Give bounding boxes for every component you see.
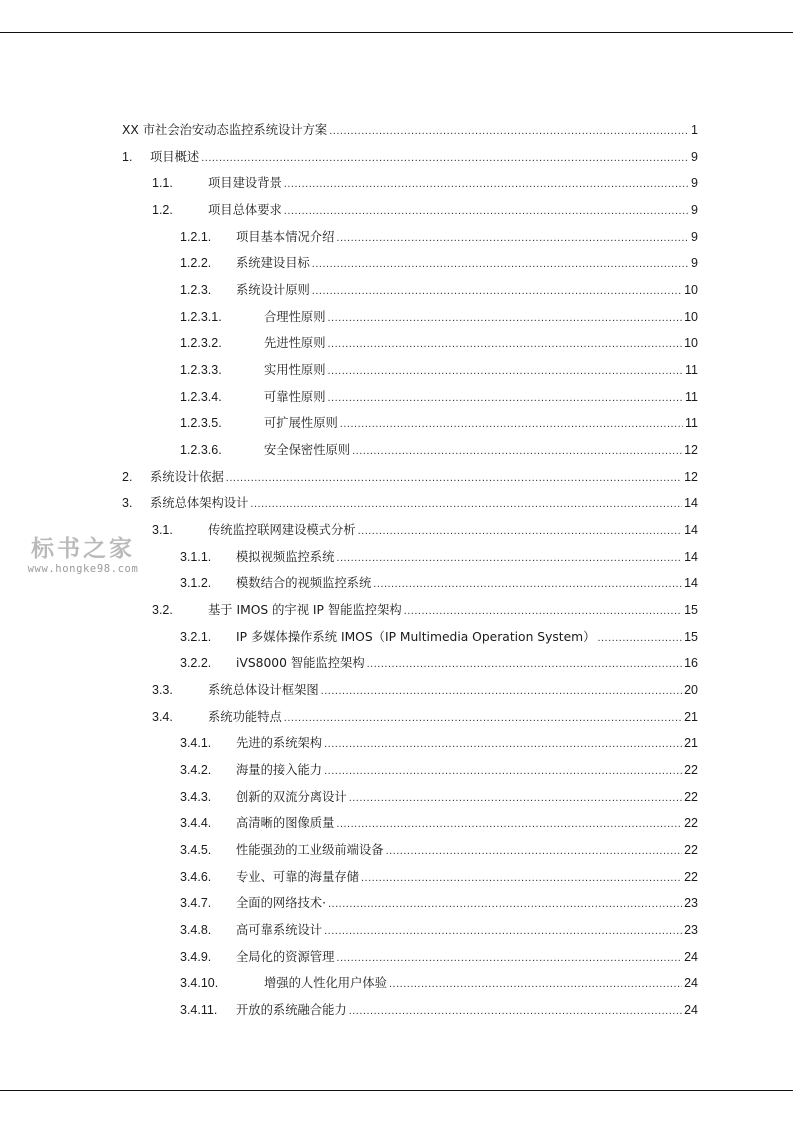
toc-dot-leader — [324, 733, 682, 755]
toc-dot-leader — [324, 760, 682, 782]
toc-entry[interactable] — [180, 999, 698, 1021]
toc-entry-title: 系统总体设计框架图 — [208, 683, 319, 698]
toc-entry-number: 1.2.3. — [180, 283, 212, 298]
toc-dot-leader — [250, 493, 682, 515]
toc-entry-number: 1. — [122, 149, 133, 164]
toc-entry-page: 9 — [691, 256, 698, 271]
toc-entry[interactable] — [180, 919, 698, 941]
toc-entry[interactable] — [152, 172, 698, 194]
toc-entry[interactable] — [122, 146, 698, 168]
toc-dot-leader — [336, 813, 682, 835]
toc-entry-number: 1.1. — [152, 176, 173, 191]
toc-dot-leader — [329, 120, 689, 142]
toc-entry-page: 22 — [684, 789, 698, 804]
header-rule — [0, 32, 793, 33]
toc-entry-page: 22 — [684, 816, 698, 831]
toc-entry-title: 安全保密性原则 — [264, 443, 351, 458]
toc-entry[interactable] — [180, 412, 698, 434]
toc-entry[interactable] — [180, 439, 698, 461]
toc-entry-title: 高清晰的图像质量 — [236, 816, 335, 831]
watermark-url: www.hongke98.com — [27, 563, 139, 575]
toc-entry-title: 系统设计原则 — [236, 283, 310, 298]
watermark-logo — [8, 536, 158, 576]
toc-entry[interactable] — [180, 226, 698, 248]
toc-dot-leader — [358, 520, 683, 542]
toc-entry[interactable] — [180, 866, 698, 888]
toc-entry-title: 海量的接入能力 — [236, 763, 323, 778]
toc-entry-title: 创新的双流分离设计 — [236, 789, 347, 804]
toc-entry-page: 14 — [684, 496, 698, 511]
toc-entry-number: 1.2.1. — [180, 229, 212, 244]
toc-entry-page: 11 — [685, 363, 698, 378]
toc-dot-leader — [373, 573, 682, 595]
toc-entry[interactable] — [180, 546, 698, 568]
toc-entry-page: 23 — [684, 896, 698, 911]
toc-entry-page: 15 — [684, 603, 698, 618]
toc-entry[interactable] — [180, 652, 698, 674]
toc-entry-number: 3.4.8. — [180, 923, 212, 938]
toc-entry-page: 9 — [691, 176, 698, 191]
toc-entry[interactable] — [180, 626, 698, 648]
toc-entry-number: 3.4.10. — [180, 976, 219, 991]
toc-dot-leader — [352, 440, 682, 462]
toc-entry-number: 3. — [122, 496, 133, 511]
toc-entry-number: 3.4.2. — [180, 763, 212, 778]
toc-entry-number: 1.2.3.5. — [180, 416, 222, 431]
toc-entry[interactable] — [180, 786, 698, 808]
toc-dot-leader — [367, 653, 682, 675]
toc-entry-page: 15 — [684, 629, 698, 644]
toc-entry[interactable] — [180, 839, 698, 861]
toc-entry[interactable] — [152, 706, 698, 728]
toc-entry-page: 1 — [691, 123, 698, 137]
toc-entry-title: 先进性原则 — [264, 336, 326, 351]
toc-entry-number: 1.2.2. — [180, 256, 212, 271]
toc-entry-title: 模数结合的视频监控系统 — [236, 576, 372, 591]
toc-entry-number: 3.4.3. — [180, 789, 212, 804]
toc-dot-leader — [201, 147, 689, 169]
toc-entry-number: 1.2.3.2. — [180, 336, 222, 351]
toc-entry-page: 20 — [684, 683, 698, 698]
toc-entry-page: 24 — [684, 976, 698, 991]
toc-entry[interactable] — [180, 279, 698, 301]
toc-entry[interactable] — [180, 759, 698, 781]
toc-entry-title: 先进的系统架构 — [236, 736, 323, 751]
toc-entry-number: 3.4.5. — [180, 843, 212, 858]
toc-dot-leader — [321, 680, 682, 702]
toc-entry-title: 项目概述 — [150, 149, 200, 164]
toc-dot-leader — [386, 840, 683, 862]
toc-entry[interactable] — [180, 386, 698, 408]
toc-entry-page: 24 — [684, 949, 698, 964]
toc-entry-number: 1.2.3.4. — [180, 389, 222, 404]
toc-dot-leader — [328, 307, 683, 329]
toc-entry[interactable] — [152, 519, 698, 541]
toc-dot-leader — [340, 413, 683, 435]
toc-entry-number: 3.4.1. — [180, 736, 212, 751]
toc-entry-title: iVS8000 智能监控架构 — [236, 656, 365, 671]
toc-entry-title: 性能强劲的工业级前端设备 — [236, 843, 384, 858]
toc-entry-page: 14 — [684, 576, 698, 591]
toc-dot-leader — [324, 920, 682, 942]
toc-entry-page: 23 — [684, 923, 698, 938]
toc-entry-page: 11 — [685, 389, 698, 404]
toc-entry-number: 1.2.3.6. — [180, 443, 222, 458]
toc-entry-number: 3.4. — [152, 709, 173, 724]
toc-entry-title: 实用性原则 — [264, 363, 326, 378]
toc-dot-leader — [361, 867, 682, 889]
toc-entry-number: 3.4.7. — [180, 896, 212, 911]
toc-entry-page: 12 — [684, 469, 698, 484]
toc-dot-leader — [284, 173, 689, 195]
toc-entry-title: 模拟视频监控系统 — [236, 549, 335, 564]
watermark-name: 标书之家 — [31, 536, 135, 562]
toc-entry-number: 3.4.9. — [180, 949, 212, 964]
toc-entry-title: 系统设计依据 — [150, 469, 224, 484]
toc-entry-title: 高可靠系统设计 — [236, 923, 323, 938]
toc-entry-title: 专业、可靠的海量存储 — [236, 869, 359, 884]
toc-entry-page: 22 — [684, 763, 698, 778]
toc-entry-number: 3.1.2. — [180, 576, 212, 591]
toc-dot-leader — [597, 627, 682, 649]
toc-entry-page: 14 — [684, 523, 698, 538]
toc-dot-leader — [404, 600, 682, 622]
toc-entry-page: 10 — [684, 283, 698, 298]
toc-entry-title: 项目总体要求 — [208, 203, 282, 217]
toc-entry-page: 11 — [685, 416, 698, 431]
toc-entry[interactable] — [180, 306, 698, 328]
toc-entry[interactable] — [122, 492, 698, 514]
toc-entry[interactable] — [180, 359, 698, 381]
toc-entry[interactable] — [180, 332, 698, 354]
toc-entry[interactable] — [152, 199, 698, 221]
toc-entry-page: 9 — [691, 203, 698, 217]
toc-entry-title: 项目建设背景 — [208, 176, 282, 191]
toc-entry-title: 增强的人性化用户体验 — [264, 976, 387, 991]
toc-entry-page: 16 — [684, 656, 698, 671]
toc-entry-number: 3.4.11. — [180, 1003, 218, 1018]
toc-entry-page: 24 — [684, 1003, 698, 1018]
toc-entry[interactable] — [180, 812, 698, 834]
toc-entry-number: 3.2.1. — [180, 629, 212, 644]
toc-dot-leader — [336, 947, 682, 969]
toc-entry[interactable] — [152, 679, 698, 701]
toc-entry-title: 合理性原则 — [264, 309, 326, 324]
toc-dot-leader — [349, 1000, 682, 1022]
toc-entry-page: 12 — [684, 443, 698, 458]
toc-entry-number: 3.1. — [152, 523, 173, 538]
toc-dot-leader — [312, 253, 689, 275]
toc-entry-title: 可扩展性原则 — [264, 416, 338, 431]
toc-entry-page: 14 — [684, 549, 698, 564]
toc-entry-title: 可靠性原则 — [264, 389, 326, 404]
toc-entry[interactable] — [180, 972, 698, 994]
toc-entry-number: 2. — [122, 469, 133, 484]
toc-dot-leader — [312, 280, 682, 302]
toc-entry[interactable] — [180, 946, 698, 968]
toc-entry-number: 3.1.1. — [180, 549, 212, 564]
toc-entry-title: 基于 IMOS 的宇视 IP 智能监控架构 — [208, 603, 402, 618]
toc-dot-leader — [349, 787, 682, 809]
toc-dot-leader — [328, 360, 684, 382]
footer-rule — [0, 1090, 793, 1091]
toc-dot-leader — [328, 893, 682, 915]
toc-entry-title: 项目基本情况介绍 — [236, 229, 335, 244]
toc-entry-page: 10 — [684, 309, 698, 324]
toc-entry-title: 全局化的资源管理 — [236, 949, 335, 964]
toc-entry[interactable] — [180, 252, 698, 274]
toc-entry-number: 3.3. — [152, 683, 173, 698]
toc-entry-page: 9 — [691, 149, 698, 164]
toc-entry-number: 3.2.2. — [180, 656, 212, 671]
toc-entry-title: 传统监控联网建设模式分析 — [208, 523, 356, 538]
toc-entry[interactable] — [180, 892, 698, 914]
toc-dot-leader — [328, 387, 684, 409]
toc-entry-page: 21 — [684, 709, 698, 724]
toc-entry-page: 9 — [691, 229, 698, 244]
toc-entry-page: 10 — [684, 336, 698, 351]
toc-entry-title: 系统建设目标 — [236, 256, 310, 271]
toc-entry[interactable] — [122, 466, 698, 488]
toc-dot-leader — [328, 333, 683, 355]
toc-dot-leader — [336, 227, 689, 249]
toc-entry-page: 22 — [684, 869, 698, 884]
toc-dot-leader — [226, 467, 682, 489]
toc-dot-leader — [284, 707, 682, 729]
toc-dot-leader — [389, 973, 682, 995]
toc-dot-leader — [284, 200, 689, 222]
toc-entry-number: 1.2. — [152, 203, 173, 217]
toc-entry-title: 开放的系统融合能力 — [236, 1003, 347, 1018]
toc-entry-number: 1.2.3.3. — [180, 363, 222, 378]
toc-entry-number: 3.4.6. — [180, 869, 212, 884]
toc-dot-leader — [336, 547, 682, 569]
toc-entry-title: XX 市社会治安动态监控系统设计方案 — [122, 123, 328, 137]
toc-entry-title: IP 多媒体操作系统 IMOS（IP Multimedia Operation System） — [236, 629, 596, 644]
toc-entry-number: 1.2.3.1. — [180, 309, 222, 324]
toc-entry[interactable] — [180, 572, 698, 594]
toc-entry[interactable] — [152, 599, 698, 621]
toc-entry[interactable] — [180, 732, 698, 754]
toc-entry-title: 系统总体架构设计 — [150, 496, 249, 511]
toc-entry-number: 3.4.4. — [180, 816, 212, 831]
toc-entry-page: 21 — [684, 736, 698, 751]
toc-entry-title: 全面的网络技术· — [236, 896, 326, 911]
toc-entry[interactable] — [122, 119, 698, 141]
toc-entry-number: 3.2. — [152, 603, 173, 618]
toc-entry-title: 系统功能特点 — [208, 709, 282, 724]
toc-entry-page: 22 — [684, 843, 698, 858]
